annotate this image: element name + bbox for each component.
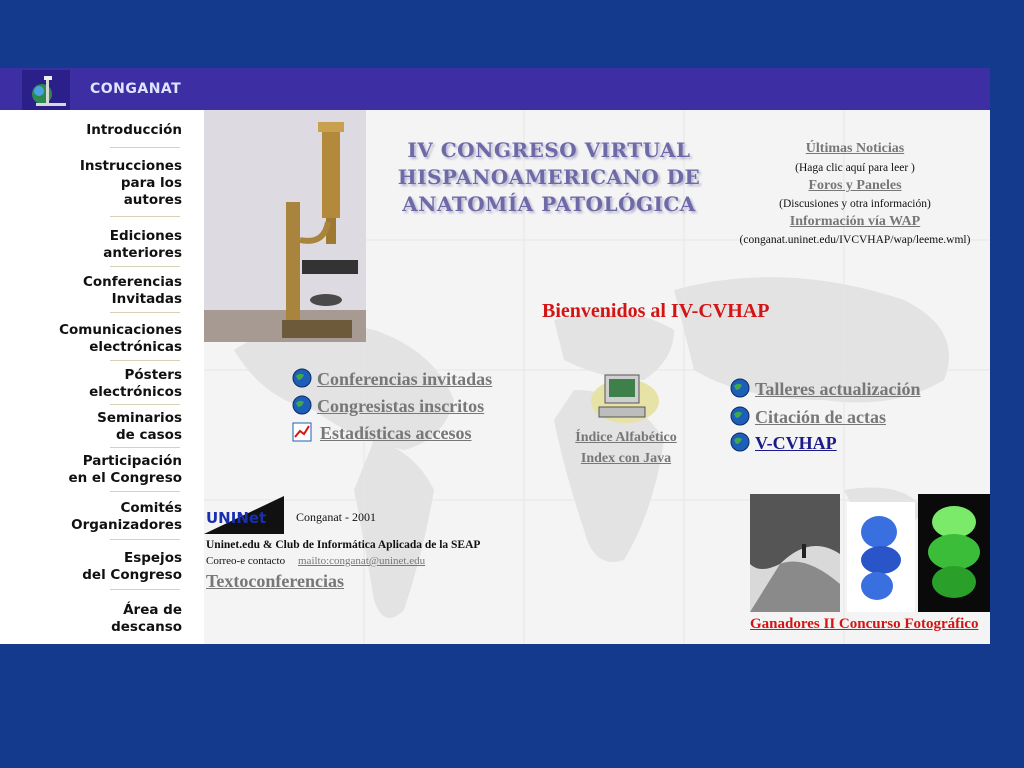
- java-index-link[interactable]: Index con Java: [580, 451, 672, 466]
- sidebar-nav: [0, 110, 188, 644]
- sidebar-item-posters[interactable]: Pósters electrónicos: [89, 367, 182, 400]
- sidebar-item-area-descanso[interactable]: Área de descanso: [111, 602, 182, 635]
- contact-email-link[interactable]: mailto:conganat@uninet.edu: [298, 555, 426, 567]
- forums-link[interactable]: Foros y Paneles: [808, 178, 902, 193]
- forums-note: (Discusiones y otra información): [779, 198, 931, 210]
- registered-attendees-link[interactable]: Congresistas inscritos: [317, 396, 485, 416]
- wap-note: (conganat.uninet.edu/IVCVHAP/wap/leeme.wml): [739, 234, 971, 246]
- organizers-text: Uninet.edu & Club de Informática Aplicada de la SEAP: [206, 539, 481, 551]
- winner-photo-landscape[interactable]: [750, 494, 840, 612]
- browser-page: [0, 68, 990, 644]
- sidebar-item-comunicaciones[interactable]: Comunicaciones electrónicas: [59, 322, 182, 355]
- nav-divider: [110, 491, 180, 492]
- textoconferencias-link[interactable]: Textoconferencias: [206, 571, 344, 591]
- nav-divider: [110, 266, 180, 267]
- nav-divider: [110, 539, 180, 540]
- sidebar-item-instrucciones[interactable]: Instrucciones para los autores: [79, 158, 182, 208]
- latest-news-link[interactable]: Últimas Noticias: [805, 141, 905, 156]
- computer-icon[interactable]: [589, 365, 661, 427]
- welcome-heading: Bienvenidos al IV-CVHAP: [542, 300, 770, 322]
- globe-icon: [730, 432, 750, 452]
- wap-info-link[interactable]: Información vía WAP: [789, 214, 921, 229]
- microscope-image: [204, 110, 366, 342]
- sidebar-item-ediciones[interactable]: Ediciones anteriores: [103, 228, 182, 261]
- uninet-logo-icon[interactable]: [204, 496, 284, 534]
- workshops-link[interactable]: Talleres actualización: [755, 379, 921, 399]
- main-content: [204, 110, 990, 644]
- v-cvhap-link[interactable]: V-CVHAP: [755, 433, 837, 453]
- top-banner: [0, 68, 990, 110]
- chart-icon: [292, 422, 312, 442]
- latest-news-note: (Haga clic aquí para leer ): [795, 162, 915, 174]
- congress-title-line-2: HISPANOAMERICANO DE: [397, 165, 701, 189]
- sidebar-item-espejos[interactable]: Espejos del Congreso: [82, 550, 182, 583]
- sidebar-item-participacion[interactable]: Participación en el Congreso: [68, 453, 182, 486]
- nav-divider: [110, 360, 180, 361]
- nav-divider: [110, 147, 180, 148]
- nav-divider: [110, 312, 180, 313]
- contact-label: Correo-e contacto: [206, 555, 286, 567]
- site-name: CONGANAT: [90, 81, 182, 97]
- congress-title-line-3: ANATOMÍA PATOLÓGICA: [402, 192, 696, 216]
- nav-divider: [110, 589, 180, 590]
- conganat-logo-icon[interactable]: [22, 70, 70, 110]
- alphabetical-index-link[interactable]: Índice Alfabético: [575, 430, 677, 445]
- congress-title-line-1: IV CONGRESO VIRTUAL: [407, 138, 691, 162]
- globe-icon: [292, 395, 312, 415]
- sidebar-item-comites[interactable]: Comités Organizadores: [71, 500, 182, 533]
- uninet-logo-text: UNINet: [206, 509, 267, 527]
- sidebar-item-conferencias[interactable]: Conferencias Invitadas: [82, 274, 182, 307]
- globe-icon: [730, 406, 750, 426]
- sidebar-item-seminarios[interactable]: Seminarios de casos: [97, 410, 182, 443]
- winner-photo-blue-embryo[interactable]: [847, 502, 915, 612]
- proceedings-citation-link[interactable]: Citación de actas: [755, 407, 886, 427]
- sidebar-item-introduccion[interactable]: Introducción: [86, 122, 182, 138]
- invited-conferences-link[interactable]: Conferencias invitadas: [317, 369, 493, 389]
- copyright-text: Conganat - 2001: [296, 510, 376, 524]
- nav-divider: [110, 447, 180, 448]
- nav-divider: [110, 216, 180, 217]
- globe-icon: [730, 378, 750, 398]
- photo-contest-winners-link[interactable]: Ganadores II Concurso Fotográfico: [750, 616, 979, 632]
- nav-divider: [110, 404, 180, 405]
- globe-icon: [292, 368, 312, 388]
- winner-photo-green-embryo[interactable]: [918, 494, 990, 612]
- access-statistics-link[interactable]: Estadísticas accesos: [320, 423, 472, 443]
